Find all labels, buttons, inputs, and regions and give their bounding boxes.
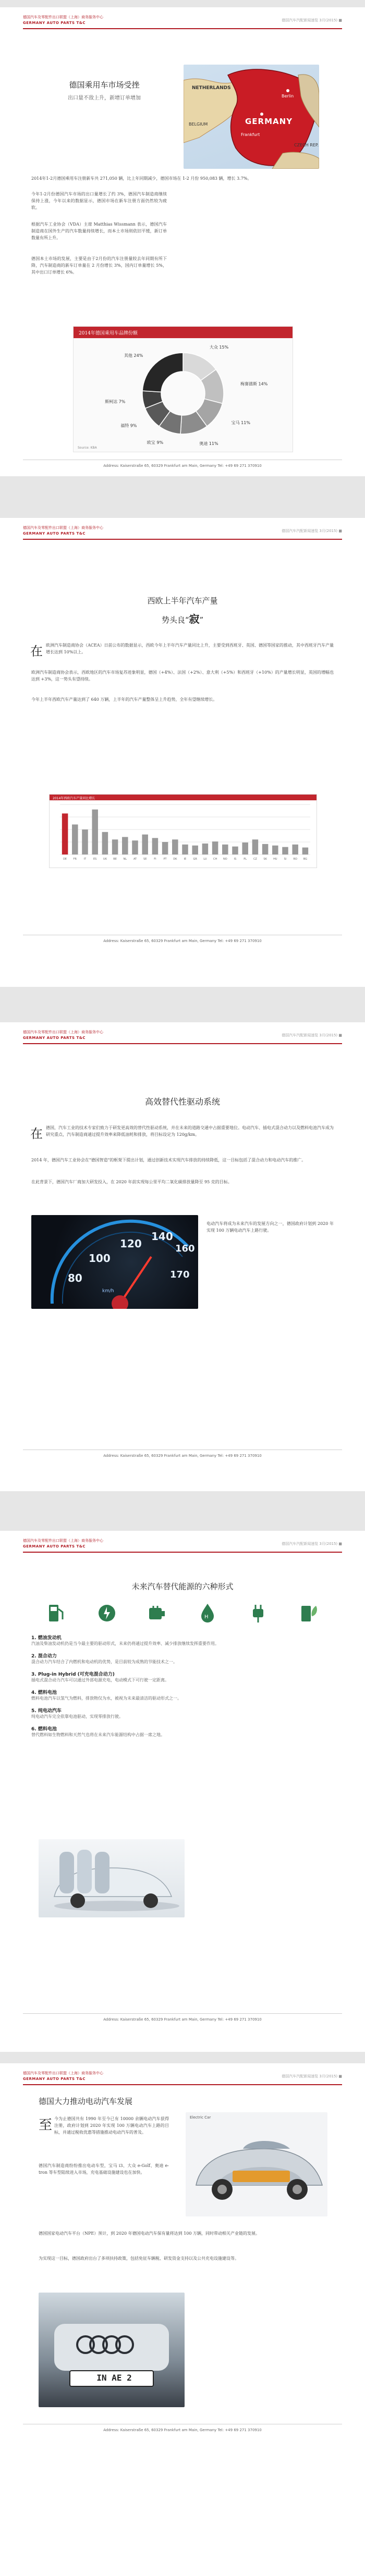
company-name-cn: 德国汽车及零配件出口联盟（上海）商务服务中心: [23, 1539, 103, 1543]
article-title-line2: [0, 611, 365, 626]
energy-icon-row: [44, 1601, 321, 1626]
bar-chart-plot: [50, 800, 317, 867]
x-tick-label: PT: [163, 858, 167, 861]
bar: [232, 847, 238, 854]
article-title: 德国乘用车市场受挫: [69, 80, 140, 90]
pie-label: 欧宝 9%: [147, 440, 164, 445]
bar: [72, 824, 78, 854]
item-body: 汽油及柴油发动机仍是当今最主要的驱动形式，未来仍将通过提升效率、减少排放继续发挥重要作用。: [31, 1641, 219, 1646]
footer-address: Address: Kaiserstraße 65, 60329 Frankfurt am Main, Germany Tel: +49 69 271 370910: [103, 1454, 262, 1458]
list-item: [31, 1634, 334, 1647]
pie-label: 大众 15%: [209, 344, 229, 350]
x-tick-label: BE: [113, 858, 117, 861]
fuel-cell-icon: [195, 1601, 220, 1626]
bar: [132, 840, 138, 854]
paragraph: 电动汽车将成为未来汽车的发展方向之一，德国政府计划到 2020 年实现 100 万辆电动汽车上路行驶。: [206, 1221, 334, 1233]
share-chart: [73, 326, 293, 452]
paragraph: 德国，汽车工业的技术专家们致力于研发更高效的替代性驱动系统，并在未来的道路交通中占据重要地位。电动汽车、插电式混合动力以及燃料电池汽车成为研究重点，汽车制造商通过提升效率来降低油耗和排放，将目标设定为 120g/km。: [46, 1125, 334, 1137]
header-rule: [23, 539, 342, 540]
x-tick-label: FR: [73, 858, 77, 861]
x-tick-label: SK: [263, 858, 267, 861]
paragraph: 2014 年，德国汽车工业协会在"德国智造"的框架下提出计划，通过创新技术实现汽车排放的持续降低，这一目标包括了混合动力和电动汽车的推广。: [31, 1158, 306, 1162]
x-tick-label: SE: [143, 858, 147, 861]
x-tick-label: AT: [133, 858, 137, 861]
page-footer: [23, 2013, 342, 2025]
x-tick-label: IE: [184, 858, 187, 861]
bar: [242, 843, 248, 854]
drop-cap: 至: [39, 2117, 53, 2133]
company-name-cn: 德国汽车及零配件出口联盟（上海）商务服务中心: [23, 526, 103, 530]
list-item: [31, 1725, 334, 1738]
x-tick-label: NL: [123, 858, 127, 861]
list-item: [31, 1670, 334, 1683]
item-heading: 1. 燃油发动机: [31, 1636, 62, 1641]
page-3: [0, 1022, 365, 1491]
pie-label: 其他 24%: [124, 353, 143, 358]
bar: [162, 842, 168, 854]
item-body: 纯电动汽车完全依靠电池驱动，实现零排放行驶。: [31, 1714, 123, 1719]
page-header: [23, 2071, 342, 2086]
map-label-germany: GERMANY: [245, 117, 293, 126]
svg-text:100: 100: [89, 1252, 111, 1265]
biofuel-icon: [296, 1601, 321, 1626]
page-header: [23, 1538, 342, 1554]
fuel-tank-car-image: [39, 1839, 185, 1917]
list-item: [31, 1707, 334, 1720]
footer-address: Address: Kaiserstraße 65, 60329 Frankfurt am Main, Germany Tel: +49 69 271 370910: [103, 939, 262, 943]
car-label: Electric Car: [190, 2115, 211, 2120]
newsletter-label: 德国汽车汽配新闻速览 3月(2015) ■: [282, 2074, 342, 2078]
item-heading: 2. 混合动力: [31, 1654, 57, 1659]
x-tick-label: ES: [93, 858, 97, 861]
paragraph: 为实现这一目标，德国政府出台了多项扶持政策，包括免征车辆税、研发资金支持以及公共充电设施建设等。: [39, 2256, 239, 2261]
footer-rule: [23, 2013, 342, 2014]
x-tick-label: DE: [63, 858, 67, 861]
x-tick-label: HU: [273, 858, 277, 861]
item-heading: 5. 纯电动汽车: [31, 1708, 62, 1714]
bar: [182, 845, 188, 854]
pie-label: 斯柯达 7%: [105, 399, 126, 404]
company-name-cn: 德国汽车及零配件出口联盟（上海）商务服务中心: [23, 15, 103, 19]
chart-title-bar: [74, 327, 293, 338]
electric-car-cutaway-image: [186, 2112, 327, 2216]
article-title: 未来汽车替代能源的六种形式: [131, 1582, 234, 1591]
header-rule: [23, 1043, 342, 1044]
pie-label: 福特 9%: [120, 423, 137, 428]
paragraph: 欧洲汽车制造商协会（ACEA）日前公布的数据显示，西欧今年上半年汽车产量同比上升，主要受到西班牙、英国、德国等国家的推动，其中西班牙汽车产量增长达到 10%以上。: [46, 643, 334, 654]
company-name-en: GERMANY AUTO PARTS T&C: [23, 1036, 86, 1040]
donut-chart: [74, 338, 293, 452]
item-body: 混合动力汽车结合了内燃机和电动机的优势，是目前较为成熟的节能技术之一。: [31, 1659, 177, 1664]
x-tick-label: UK: [103, 858, 107, 861]
company-name-en: GERMANY AUTO PARTS T&C: [23, 21, 86, 25]
footer-address: Address: Kaiserstraße 65, 60329 Frankfurt am Main, Germany Tel: +49 69 271 370910: [103, 464, 262, 468]
article-title: 德国大力推动电动汽车发展: [39, 2097, 133, 2106]
tank-car-graphic: [39, 1839, 185, 1917]
map-label-frankfurt: Frankfurt: [241, 132, 260, 137]
paragraph: 今年1-2月份德国汽车市场的出口量增长了约 3%，德国汽车制造商继续保持上涨，今年以来的数据显示，德国市场在新车注册方面仍然较为疲软。: [31, 192, 167, 210]
item-body: 燃料电池汽车以氢气为燃料，排放物仅为水，被视为未来最清洁的驱动形式之一。: [31, 1696, 181, 1701]
bar: [82, 829, 88, 854]
x-tick-label: CH: [213, 858, 217, 861]
bar: [192, 846, 198, 854]
svg-text:km/h: km/h: [102, 1289, 114, 1294]
paragraph: 今年上半年西欧汽车产量达到了 640 万辆，上半年的汽车产量整体呈上升趋势，全年有望继续增长。: [31, 697, 217, 702]
bar: [142, 835, 148, 854]
item-heading: 3. Plug-in Hybrid (可充电混合动力): [31, 1672, 115, 1677]
header-rule: [23, 1552, 342, 1553]
svg-text:160: 160: [175, 1243, 195, 1254]
pie-label: 宝马 11%: [231, 420, 250, 426]
license-plate: IN AE 2: [96, 2373, 132, 2383]
bar: [262, 844, 269, 854]
newsletter-label: 德国汽车汽配新闻速览 3月(2015) ■: [282, 18, 342, 22]
bar: [122, 837, 128, 854]
plug-in-hybrid-icon: [145, 1601, 170, 1626]
title-end: ”: [199, 615, 204, 625]
page-header: [23, 1030, 342, 1045]
page-header: [23, 15, 342, 30]
bar: [302, 848, 309, 854]
newsletter-label: 德国汽车汽配新闻速览 3月(2015) ■: [282, 1542, 342, 1546]
item-heading: 6. 燃料电池: [31, 1727, 57, 1732]
bar: [172, 839, 178, 854]
paragraph: 欧洲汽车制造商协会表示，西欧地区的汽车市场复苏迹象明显，德国（+4%）、法国（+2%）、意大利（+5%）和西班牙（+10%）的产量增长明显，英国的增幅也达到 +3%，这一势头有望持续。: [31, 670, 334, 682]
page-5: [0, 2063, 365, 2576]
audi-photo-graphic: [39, 2293, 185, 2407]
map-label-netherlands: NETHERLANDS: [192, 85, 231, 91]
bar: [272, 846, 278, 854]
bar: [212, 841, 218, 854]
page-2: [0, 518, 365, 987]
x-tick-label: RO: [293, 858, 297, 861]
footer-address: Address: Kaiserstraße 65, 60329 Frankfurt am Main, Germany Tel: +49 69 271 370910: [103, 2017, 262, 2022]
paragraph: 德国本土市场的发展，主要是由于2月份的汽车注册量较去年同期有所下降，汽车制造商的新车订单量在 2 月份增长 3%，国内订单量增长 5%，其中出口订单增长 6%。: [31, 256, 167, 275]
x-tick-label: FI: [154, 858, 156, 861]
ev-cutaway-graphic: [186, 2112, 327, 2216]
header-rule: [23, 2084, 342, 2085]
svg-text:170: 170: [170, 1269, 190, 1280]
hybrid-icon: [94, 1601, 119, 1626]
paragraph: 德国汽车制造商纷纷推出电动车型，宝马 i3、大众 e-Golf、奥迪 e-tron 等车型陆续进入市场，充电基础设施建设也在加快。: [39, 2163, 169, 2175]
x-tick-label: SI: [284, 858, 287, 861]
x-tick-label: CZ: [253, 858, 257, 861]
footer-address: Address: Kaiserstraße 65, 60329 Frankfurt am Main, Germany Tel: +49 69 271 370910: [103, 2428, 262, 2432]
svg-text:80: 80: [68, 1272, 82, 1284]
bar-chart-title-strip: [50, 795, 317, 800]
x-tick-label: LU: [203, 858, 207, 861]
item-body: 替代燃料如生物燃料和天然气也将在未来汽车能源结构中占据一席之地。: [31, 1732, 165, 1737]
x-tick-label: NO: [223, 858, 227, 861]
list-item: [31, 1689, 334, 1702]
x-tick-label: DK: [173, 858, 177, 861]
company-name-cn: 德国汽车及零配件出口联盟（上海）商务服务中心: [23, 1030, 103, 1034]
svg-text:120: 120: [120, 1237, 142, 1250]
article-title: 西欧上半年汽车产量: [147, 596, 218, 605]
chart-title: 2014年德国乘用车品牌份额: [79, 331, 138, 336]
page-4: [0, 1531, 365, 2052]
paragraph: 德国国家电动汽车平台（NPE）预计，到 2020 年德国电动汽车保有量将达到 100 万辆，同时带动相关产业链的发展。: [39, 2231, 260, 2236]
article-title: 高效替代性驱动系统: [144, 1097, 220, 1107]
production-bar-chart: [49, 794, 317, 868]
drop-cap: 在: [30, 1126, 43, 1141]
x-tick-label: BG: [303, 858, 308, 861]
pie-label: 梅赛德斯 14%: [240, 381, 268, 387]
bar: [102, 832, 108, 854]
item-heading: 4. 燃料电池: [31, 1690, 57, 1695]
electric-plug-icon: [246, 1601, 271, 1626]
page-footer: [23, 2424, 342, 2435]
paragraph: 在此背景下，德国汽车厂商加大研发投入，在 2020 年前实现每公里平均二氧化碳排放量降至 95 克的目标。: [31, 1180, 232, 1184]
chart-source: Source: KBA: [78, 446, 97, 450]
bar: [222, 845, 228, 854]
list-item: [31, 1652, 334, 1665]
company-name-cn: 德国汽车及零配件出口联盟（上海）商务服务中心: [23, 2071, 103, 2075]
company-name-en: GERMANY AUTO PARTS T&C: [23, 2077, 86, 2081]
title-text: 势头良“: [161, 615, 189, 625]
x-tick-label: IT: [83, 858, 87, 861]
page-footer: [23, 935, 342, 946]
x-tick-label: PL: [244, 858, 247, 861]
germany-map-image: [184, 65, 319, 169]
paragraph: 2014年1-2月德国乘用车注册新车共 271,050 辆，比上年同期减少，德国市场在 1-2 月份 950,083 辆，增长 3.7%。: [31, 176, 252, 181]
header-rule: [23, 28, 342, 29]
x-tick-label: GR: [193, 858, 197, 861]
page-footer: [23, 1450, 342, 1461]
bar: [292, 845, 298, 854]
bar: [202, 844, 209, 854]
page-footer: [23, 460, 342, 471]
map-label-berlin: Berlin: [282, 94, 294, 98]
map-label-czech: CZECH REP.: [294, 143, 319, 147]
speedometer-graphic: [31, 1215, 198, 1309]
page-1: [0, 7, 365, 476]
newsletter-label: 德国汽车汽配新闻速览 3月(2015) ■: [282, 1033, 342, 1037]
speedometer-image: [31, 1215, 198, 1309]
svg-text:140: 140: [151, 1230, 173, 1243]
bar-chart-title: 2014年西欧汽车产量同比增长: [53, 797, 95, 800]
bar: [62, 813, 68, 854]
bar: [112, 839, 118, 854]
svg-text:H: H: [204, 1614, 209, 1620]
pie-slice: [142, 353, 183, 392]
page-header: [23, 525, 342, 541]
title-emphasis: 寂: [189, 613, 200, 625]
paragraph: 今为止德国共有 1990 年至今已有 10000 余辆电动汽车获得注册，政府计划到 2020 年实现 100 万辆电动汽车上路的目标，并通过税收优惠等措施推动电动汽车的普及。: [54, 2116, 169, 2135]
bar: [92, 810, 98, 854]
company-name-en: GERMANY AUTO PARTS T&C: [23, 531, 86, 536]
bar: [152, 838, 159, 854]
audi-car-photo: [39, 2293, 185, 2407]
newsletter-label: 德国汽车汽配新闻速览 3月(2015) ■: [282, 529, 342, 533]
energy-types-list: [31, 1634, 334, 1743]
item-body: 插电式混合动力汽车可以通过外部电源充电，电动模式下可行驶一定距离。: [31, 1678, 169, 1682]
bar: [252, 839, 259, 854]
paragraph: 根据汽车工业协会（VDA）主席 Matthias Wissmann 表示，德国汽车制造商在国外生产的汽车数量持续增长，而本土市场则依旧平缓，新订单数量有所上升。: [31, 222, 167, 240]
x-tick-label: IS: [234, 858, 237, 861]
pie-label: 奥迪 11%: [199, 441, 218, 447]
map-label-belgium: BELGIUM: [189, 122, 208, 127]
article-subtitle: 出口量不敌上升，新增订单增加: [68, 95, 141, 101]
bar: [282, 847, 288, 854]
company-name-en: GERMANY AUTO PARTS T&C: [23, 1544, 86, 1549]
fuel-pump-icon: [44, 1601, 69, 1626]
drop-cap: 在: [30, 644, 43, 659]
